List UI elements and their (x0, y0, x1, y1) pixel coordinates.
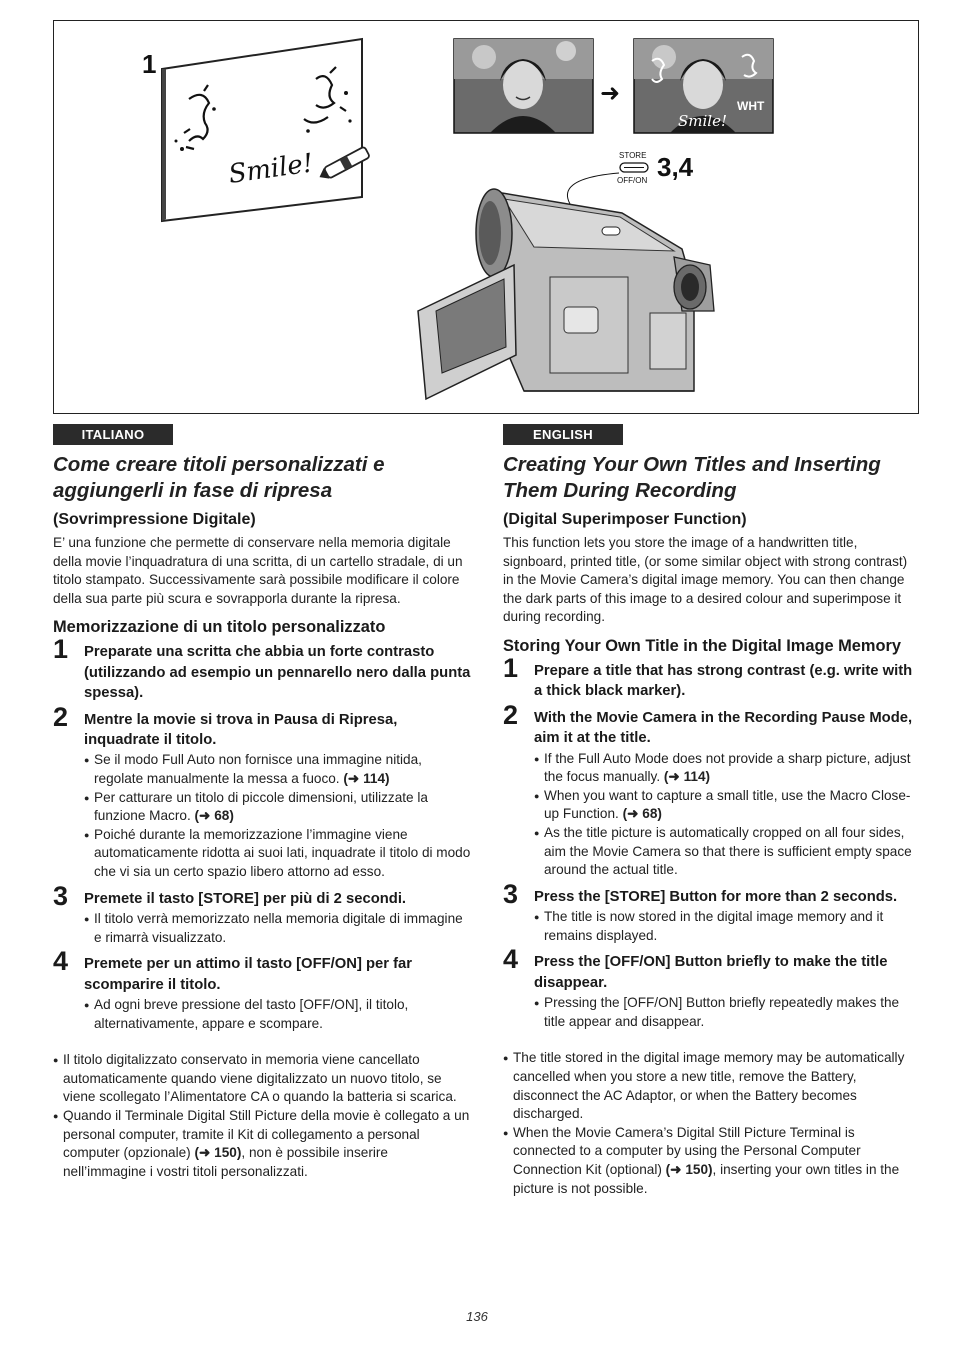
note-item: ● The title stored in the digital image memory may be automatically cancelled when you store a new title, remove the Battery, disconnect the AC Adaptor, or when the Battery becomes discharged. (503, 1049, 919, 1123)
english-step-4 (503, 944, 919, 1031)
italian-step-4 (53, 946, 471, 1033)
bullet-item: ● When you want to capture a small title, use the Macro Close-up Function. (➜ 68) (534, 787, 919, 824)
english-step-1 (503, 652, 919, 702)
english-column (503, 424, 919, 1198)
english-step-2 (503, 699, 919, 880)
figure-step-label-34: 3,4 (657, 152, 694, 182)
step-number: 4 (53, 946, 69, 977)
bullet-item: ● The title is now stored in the digital image memory and it remains displayed. (534, 908, 919, 945)
photo-before (454, 39, 593, 133)
step-text: With the Movie Camera in the Recording Pause Mode, aim it at the title. (534, 709, 913, 747)
photo-after (634, 39, 773, 133)
note-item: ● Il titolo digitalizzato conservato in memoria viene cancellato automaticamente quando viene digitalizzato un nuovo titolo, se viene scollegato l’Alimentatore CA o quando la batteria si scarica. (53, 1051, 471, 1107)
bullet-item: ● As the title picture is automatically cropped on all four sides, aim the Movie Camera so that there is sufficient empty space around the actual title. (534, 824, 919, 880)
page-reference: (➜ 68) (194, 808, 234, 824)
english-title: Creating Your Own Titles and Inserting Them During Recording (503, 453, 881, 502)
page-number: 136 (466, 1309, 488, 1324)
language-tag-italian: ITALIANO (53, 424, 173, 445)
page-reference: (➜ 114) (343, 771, 390, 786)
store-label: STORE (619, 151, 647, 160)
bullet-item: ● Pressing the [OFF/ON] Button briefly repeatedly makes the title appear and disappear. (534, 994, 919, 1031)
italian-intro: E’ una funzione che permette di conservare nella memoria digitale della movie l’inquadratura di una scritta, di un cartello stradale, di un titolo stampato. Successivamente sarà possibile modificare il colore della sua parte più scura e sovrapporla durante la ripresa. (53, 535, 463, 606)
step-text: Press the [OFF/ON] Button briefly to make the title disappear. (534, 954, 888, 991)
step-text: Preparate una scritta che abbia un forte contrasto (utilizzando ad esempio un pennarello nero dalla punta spessa). (84, 644, 471, 702)
bullet-item: ● Il titolo verrà memorizzato nella memoria digitale di immagine e rimarrà visualizzato. (84, 910, 471, 947)
page-reference: (➜ 150) (665, 1161, 713, 1177)
page-reference: (➜ 150) (194, 1145, 242, 1161)
step-number: 3 (53, 880, 69, 911)
bullet-item: ● Per catturare un titolo di piccole dimensioni, utilizzate la funzione Macro. (➜ 68) (84, 789, 471, 826)
italian-notes (53, 1051, 471, 1181)
english-step-2-bullets (534, 750, 919, 880)
step-text: Press the [STORE] Button for more than 2 seconds. (534, 888, 898, 905)
english-section-heading: Storing Your Own Title in the Digital Image Memory (503, 636, 901, 655)
step-number: 1 (503, 652, 519, 683)
bullet-item: ● If the Full Auto Mode does not provide a sharp picture, adjust the focus manually. (➜ 114) (534, 750, 919, 787)
italian-step-3 (53, 880, 471, 948)
step-text: Premete per un attimo il tasto [OFF/ON] per far scomparire il titolo. (84, 956, 413, 993)
page-reference: (➜ 114) (663, 769, 711, 785)
wht-label: WHT (737, 99, 765, 113)
title-sign-illustration (162, 39, 370, 221)
step-number: 3 (503, 878, 519, 909)
illustration-svg (54, 21, 920, 415)
bullet-item: ● Ad ogni breve pressione del tasto [OFF/ON], il titolo, alternativamente, appare e scompare. (84, 996, 471, 1033)
page-reference: (➜ 68) (622, 806, 662, 822)
english-step-4-bullets (534, 994, 919, 1031)
movie-camera-illustration (418, 189, 714, 399)
bullet-item: ● Se il modo Full Auto non fornisce una immagine nitida, regolate manualmente la messa a fuoco. (➜ 114) (84, 751, 471, 788)
preview-title-text: Smile! (678, 112, 727, 130)
english-subtitle: (Digital Superimposer Function) (503, 511, 747, 528)
figure-step-label-1: 1 (142, 49, 157, 79)
offon-label: OFF/ON (617, 176, 648, 185)
italian-step-2 (53, 701, 471, 882)
sign-text: Smile! (226, 148, 316, 190)
language-tag-english: ENGLISH (503, 424, 623, 445)
note-item: ● When the Movie Camera’s Digital Still Picture Terminal is connected to a computer by using the Personal Computer Connection Kit (optional) (➜ 150), inserting your own titles in the picture is not possible. (503, 1124, 919, 1198)
italian-section-heading: Memorizzazione di un titolo personalizzato (53, 618, 386, 637)
italian-column (53, 424, 471, 1181)
step-number: 4 (503, 944, 519, 975)
english-step-3 (503, 878, 919, 946)
italian-subtitle: (Sovrimpressione Digitale) (53, 511, 256, 528)
illustration-frame (53, 20, 919, 414)
english-intro: This function lets you store the image of a handwritten title, signboard, printed title, (or some similar object with strong contrast) in the Movie Camera’s digital image memory. You can then change the dark parts of this image to a desired colour and superimpose it during recording. (503, 535, 908, 625)
arrow-right-icon: ➜ (600, 79, 621, 107)
italian-step-4-bullets (84, 996, 471, 1033)
english-step-3-bullets (534, 908, 919, 945)
note-item: ● Quando il Terminale Digital Still Picture della movie è collegato a un personal computer, tramite il Kit di collegamento a personal computer (opzionale) (➜ 150), non è possibile inserire nell’immagine i vostri titoli personalizzati. (53, 1107, 471, 1181)
step-text: Premete il tasto [STORE] per più di 2 secondi. (84, 890, 407, 907)
italian-title: Come creare titoli personalizzati e aggiungerli in fase di ripresa (53, 453, 385, 502)
italian-step-3-bullets (84, 910, 471, 947)
italian-step-1 (53, 634, 471, 703)
step-number: 2 (53, 701, 69, 732)
step-text: Prepare a title that has strong contrast (e.g. write with a thick black marker). (534, 662, 913, 700)
step-text: Mentre la movie si trova in Pausa di Ripresa, inquadrate il titolo. (84, 711, 398, 748)
step-number: 1 (53, 634, 69, 665)
italian-step-2-bullets (84, 751, 471, 881)
english-notes (503, 1049, 919, 1198)
bullet-item: ● Poiché durante la memorizzazione l’immagine viene automaticamente ridotta ai suoi lati, inquadrate il titolo di modo che vi sia un certo spazio libero attorno ad esso. (84, 826, 471, 882)
step-number: 2 (503, 699, 519, 730)
